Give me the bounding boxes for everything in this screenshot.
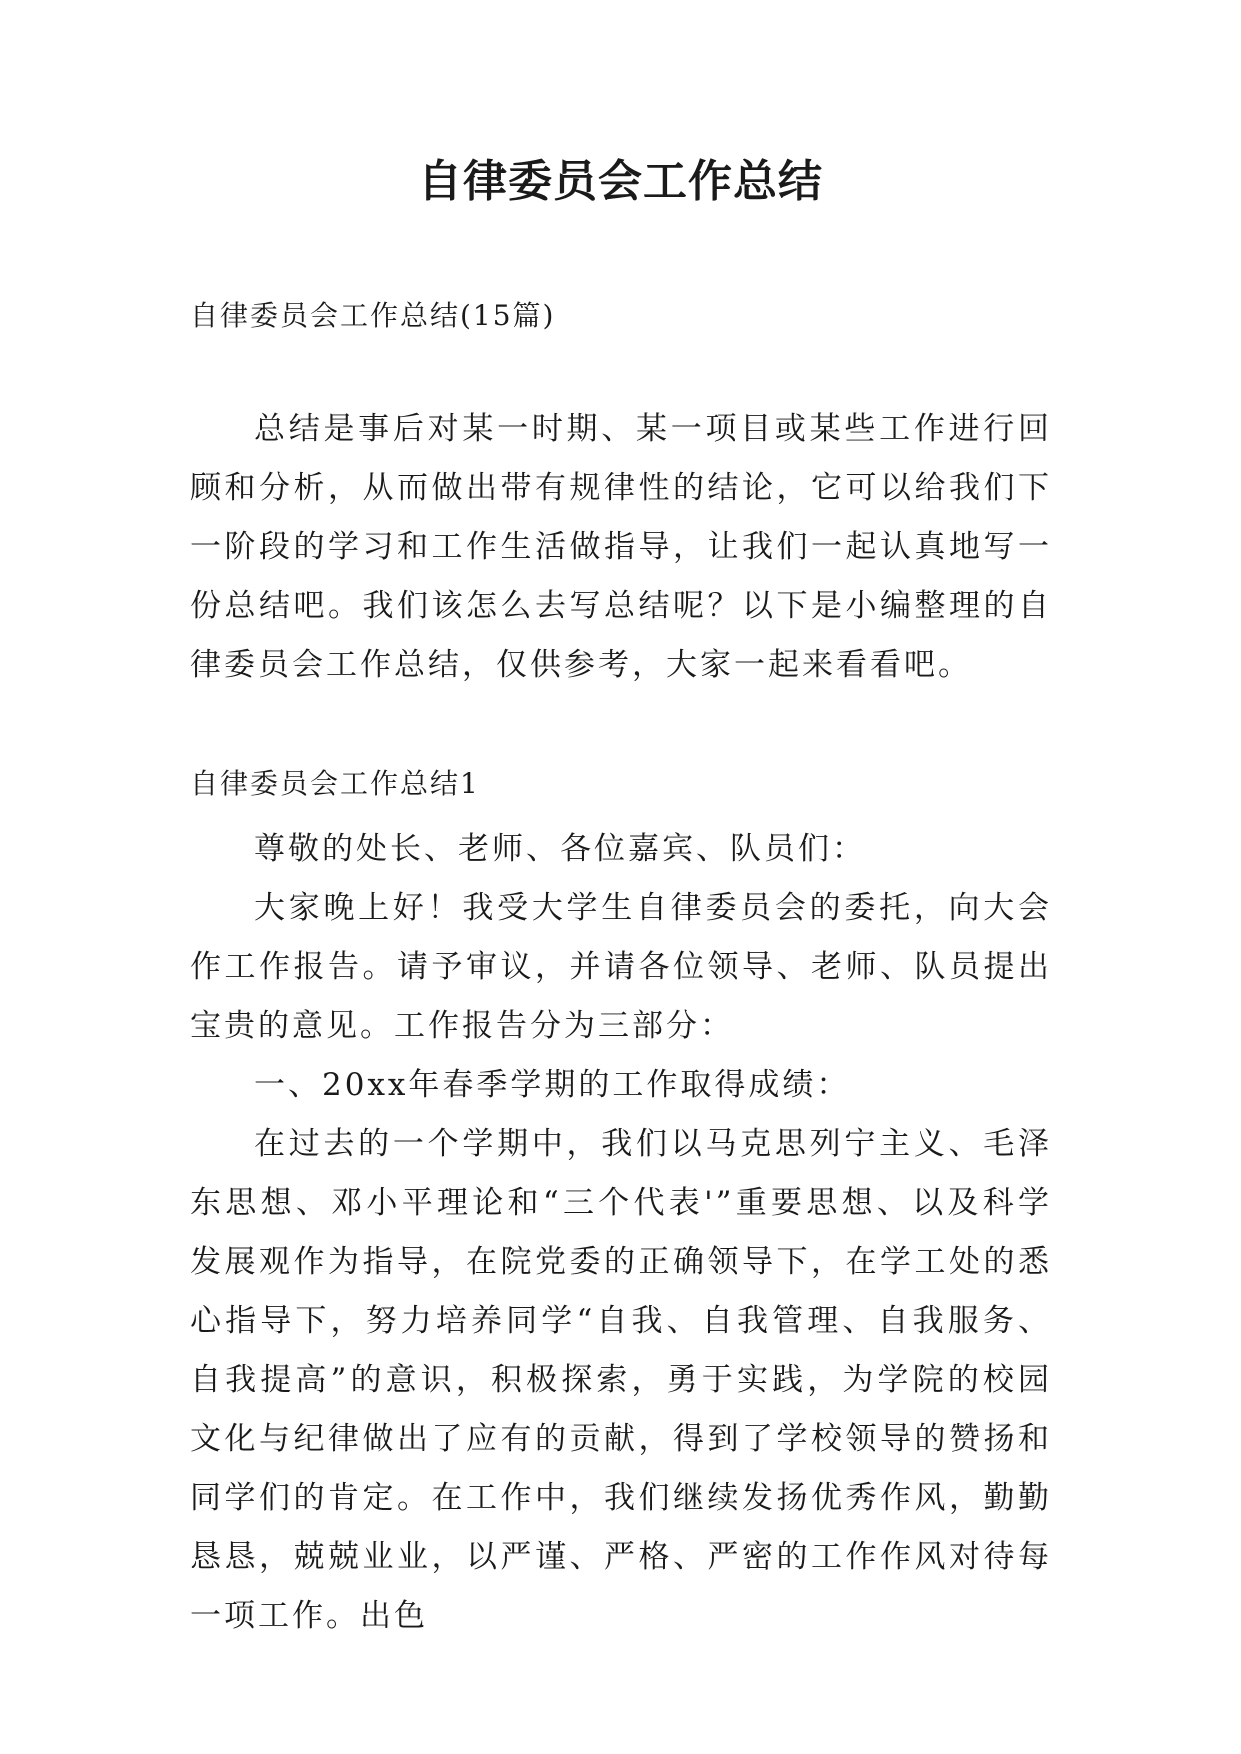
body-paragraph: 在过去的一个学期中，我们以马克思列宁主义、毛泽东思想、邓小平理论和“三个代表'”重要思想、以及科学发展观作为指导，在院党委的正确领导下，在学工处的悉心指导下，努力培养同学“自我、自我管理、自我服务、自我提高”的意识，积极探索，勇于实践，为学院的校园文化与纪律做出了应有的贡献，得到了学校领导的赞扬和同学们的肯定。在工作中，我们继续发扬优秀作风，勤勤恳恳，兢兢业业，以严谨、严格、严密的工作作风对待每一项工作。出色 [190,1126,1052,1634]
intro-paragraph: 总结是事后对某一时期、某一项目或某些工作进行回顾和分析，从而做出带有规律性的结论，它可以给我们下一阶段的学习和工作生活做指导，让我们一起认真地写一份总结吧。我们该怎么去写总结呢？以下是小编整理的自律委员会工作总结，仅供参考，大家一起来看看吧。 [190,411,1052,683]
part-one-heading: 一、20xx年春季学期的工作取得成绩： [254,1067,851,1103]
document-title: 自律委员会工作总结 [418,156,823,207]
main-body-section [190,820,1052,1634]
salutation-paragraph: 尊敬的处长、老师、各位嘉宾、队员们： [254,831,866,867]
greeting-paragraph: 大家晚上好！我受大学生自律委员会的委托，向大会作工作报告。请予审议，并请各位领导、老师、队员提出宝贵的意见。工作报告分为三部分： [190,890,1052,1044]
document-subtitle: 自律委员会工作总结(15篇) [190,299,556,332]
intro-section [190,400,1052,700]
section-heading: 自律委员会工作总结1 [190,767,480,800]
